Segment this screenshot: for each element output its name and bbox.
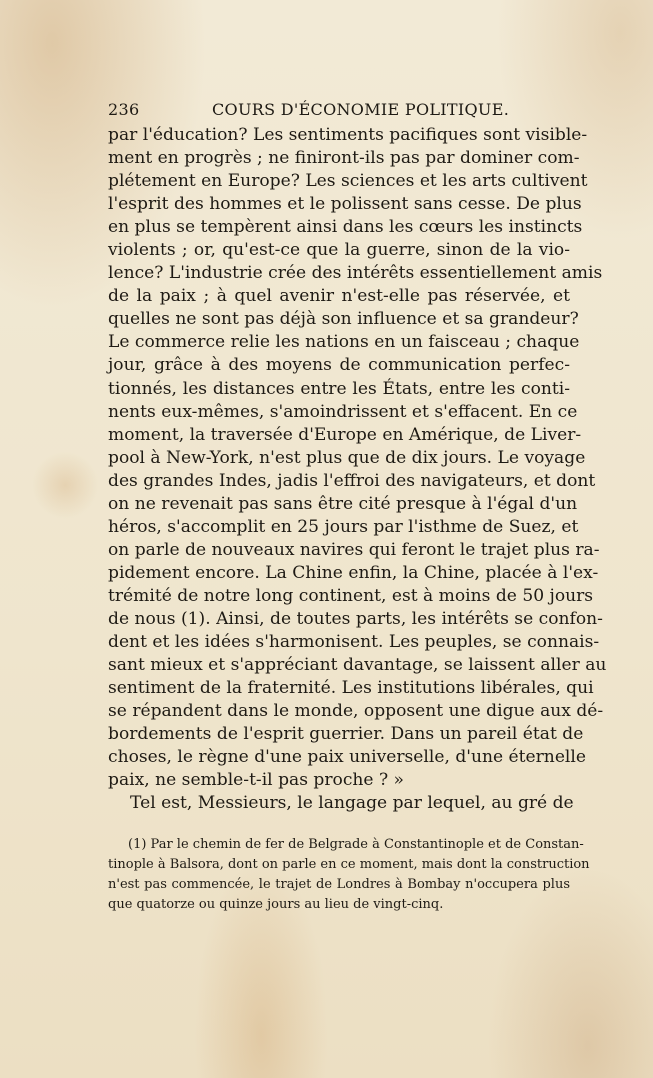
text-line: jour, grâce à des moyens de communication perfec- — [108, 355, 570, 376]
paragraph-first-line: Tel est, Messieurs, le langage par lequel, au gré de — [130, 793, 574, 814]
text-line: ment en progrès ; ne finiront-ils pas par dominer com- — [108, 148, 580, 169]
text-line: Le commerce relie les nations en un faisceau ; chaque — [108, 332, 580, 353]
footnote-line: que quatorze ou quinze jours au lieu de vingt-cinq. — [108, 897, 444, 912]
text-line: héros, s'accomplit en 25 jours par l'isthme de Suez, et — [108, 516, 579, 537]
footnote-line: (1) Par le chemin de fer de Belgrade à Constantinople et de Constan- — [128, 837, 584, 852]
text-line: nents eux-mêmes, s'amoindrissent et s'effacent. En ce — [108, 401, 578, 422]
text-line: on parle de nouveaux navires qui feront le trajet plus ra- — [108, 539, 600, 560]
text-line: pidement encore. La Chine enfin, la Chine, placée à l'ex- — [108, 562, 599, 583]
text-line: on ne revenait pas sans être cité presque à l'égal d'un — [108, 493, 578, 514]
text-line: lence? L'industrie crée des intérêts essentiellement amis — [108, 263, 603, 284]
text-line: de la paix ; à quel avenir n'est-elle pas réservée, et — [108, 286, 570, 307]
text-line: moment, la traversée d'Europe en Amérique, de Liver- — [108, 424, 582, 445]
body-text — [108, 124, 607, 815]
text-line: sentiment de la fraternité. Les institutions libérales, qui — [108, 678, 594, 699]
text-line: dent et les idées s'harmonisent. Les peuples, se connais- — [108, 632, 600, 653]
text-line: violents ; or, qu'est-ce que la guerre, sinon de la vio- — [108, 240, 570, 261]
text-line: plétement en Europe? Les sciences et les arts cultivent — [108, 171, 588, 192]
text-line: des grandes Indes, jadis l'effroi des navigateurs, et dont — [108, 470, 596, 491]
text-line: choses, le règne d'une paix universelle, d'une éternelle — [108, 747, 586, 768]
footnote-line: tinople à Balsora, dont on parle en ce moment, mais dont la construction — [108, 857, 590, 872]
text-line: trémité de notre long continent, est à moins de 50 jours — [108, 585, 594, 606]
text-line: bordements de l'esprit guerrier. Dans un pareil état de — [108, 724, 584, 745]
text-line: l'esprit des hommes et le polissent sans cesse. De plus — [108, 194, 582, 215]
text-line: de nous (1). Ainsi, de toutes parts, les intérêts se confon- — [108, 608, 603, 629]
text-line: quelles ne sont pas déjà son influence et sa grandeur? — [108, 309, 579, 330]
running-title: COURS D'ÉCONOMIE POLITIQUE. — [212, 100, 510, 119]
footnote — [108, 835, 590, 915]
text-line: tionnés, les distances entre les États, entre les conti- — [108, 378, 570, 399]
text-line: par l'éducation? Les sentiments pacifiques sont visible- — [108, 125, 588, 145]
footnote-line: n'est pas commencée, le trajet de Londres à Bombay n'occupera plus — [108, 877, 570, 892]
text-line: pool à New-York, n'est plus que de dix jours. Le voyage — [108, 447, 586, 468]
text-line: en plus se tempèrent ainsi dans les cœurs les instincts — [108, 217, 583, 238]
text-line: paix, ne semble-t-il pas proche ? » — [108, 770, 405, 791]
text-line: se répandent dans le monde, opposent une digue aux dé- — [108, 701, 604, 722]
text-line: sant mieux et s'appréciant davantage, se laissent aller au — [108, 655, 607, 676]
page-number: 236 — [108, 100, 140, 119]
